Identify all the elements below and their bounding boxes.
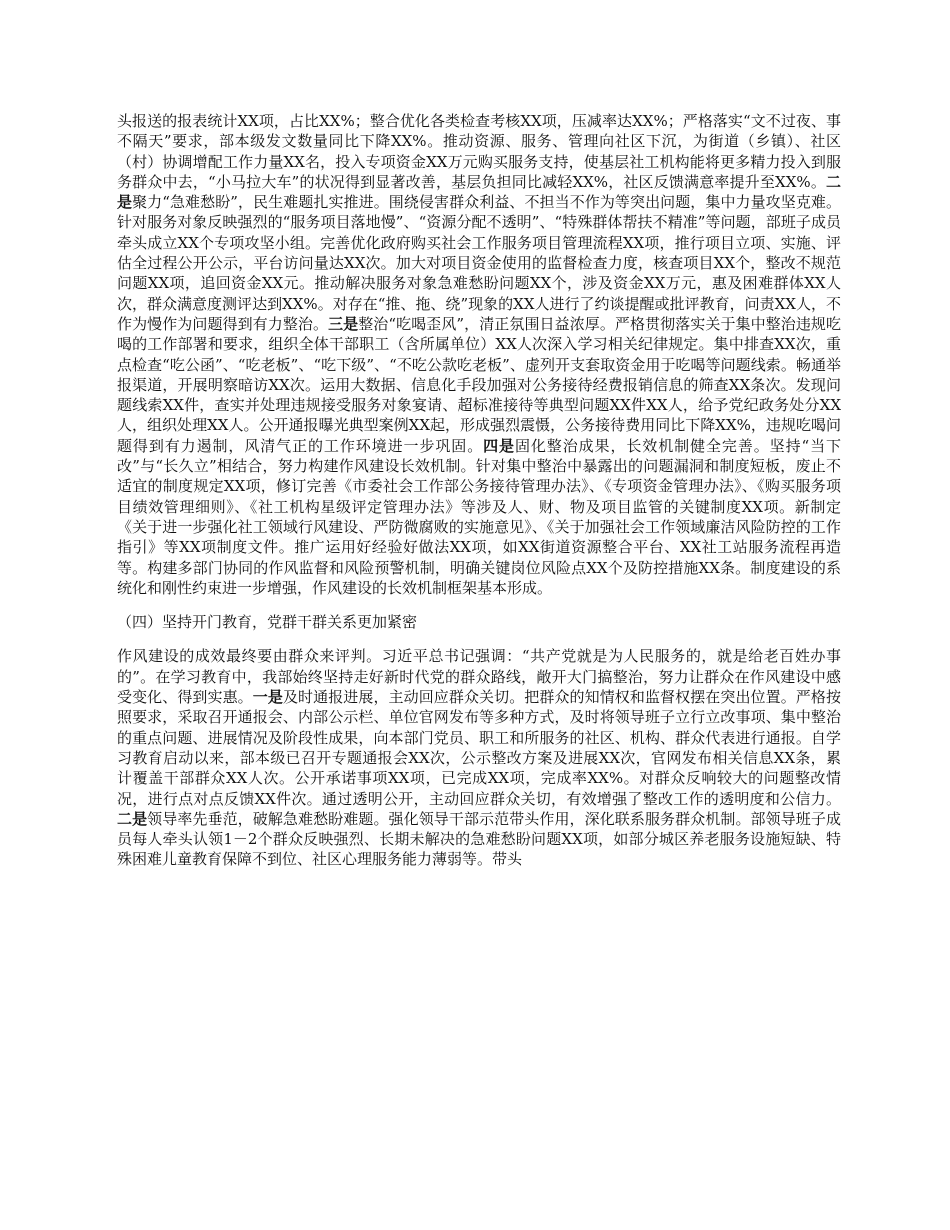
- bold-marker-er-shi: 二是: [117, 809, 148, 828]
- body-paragraph-2: [117, 646, 841, 869]
- bold-marker-er-shi: 二是: [117, 172, 841, 212]
- body-paragraph-1: [117, 111, 841, 598]
- paragraph-text: 固化整治成果，长效机制健全完善。坚持“当下改”与“长久立”相结合，努力构建作风建设长效机制。针对集中整治中暴露出的问题漏洞和制度短板，废止不适宜的制度规定XX项，修订完善《市委社会工作部公务接待管理办法》、《专项资金管理办法》、《购买服务项目绩效管理细则》、《社工机构星级评定管理办法》等涉及人、财、物及项目监管的关键制度XX项。新制定《关于进一步强化社工领域行风建设、严防微腐败的实施意见》、《关于加强社会工作领域廉洁风险防控的工作指引》等XX项制度文件。推广运用好经验好做法XX项，如XX街道资源整合平台、XX社工站服务流程再造等。构建多部门协同的作风监督和风险预警机制，明确关键岗位风险点XX个及防控措施XX条。制度建设的系统化和刚性约束进一步增强，作风建设的长效机制框架基本形成。: [117, 436, 841, 597]
- section-heading: （四）坚持开门教育，党群干群关系更加紧密: [117, 613, 418, 632]
- paragraph-text: 整治“吃喝歪风”，清正氛围日益浓厚。严格贯彻落实关于集中整治违规吃喝的工作部署和要求，组织全体干部职工（含所属单位）XX人次深入学习相关纪律规定。集中排查XX次，重点检查“吃公函”、“吃老板”、“吃下级”、“不吃公款吃老板”、虚列开支套取资金用于吃喝等问题线索。畅通举报渠道，开展明察暗访XX次。运用大数据、信息化手段加强对公务接待经费报销信息的筛查XX条次。发现问题线索XX件，查实并处理违规接受服务对象宴请、超标准接待等典型问题XX件XX人，给予党纪政务处分XX人，组织处理XX人。公开通报曝光典型案例XX起，形成强烈震慑，公务接待费用同比下降XX%，违规吃喝问题得到有力遏制，风清气正的工作环境进一步巩固。: [117, 314, 841, 455]
- bold-marker-si-shi: 四是: [483, 436, 515, 455]
- paragraph-text: 作风建设的成效最终要由群众来评判。习近平总书记强调：“共产党就是为人民服务的，就是给老百姓办事的”。在学习教育中，我部始终坚持走好新时代党的群众路线，敞开大门搞整治，努力让群众在作风建设中感受变化、得到实惠。: [117, 647, 841, 707]
- paragraph-text: 领导率先垂范，破解急难愁盼难题。强化领导干部示范带头作用，深化联系服务群众机制。部领导班子成员每人牵头认领1－2个群众反映强烈、长期未解决的急难愁盼问题XX项，如部分城区养老服务设施短缺、特殊困难儿童教育保障不到位、社区心理服务能力薄弱等。带头: [117, 809, 841, 869]
- paragraph-text: 头报送的报表统计XX项，占比XX%；整合优化各类检查考核XX项，压减率达XX%；严格落实“文不过夜、事不隔天”要求，部本级发文数量同比下降XX%。推动资源、服务、管理向社区下沉，为街道（乡镇）、社区（村）协调增配工作力量XX名，投入专项资金XX万元购买服务支持，使基层社工机构能将更多精力投入到服务群众中去，“小马拉大车”的状况得到显著改善，基层负担同比减轻XX%，社区反馈满意率提升至XX%。: [117, 112, 841, 191]
- paragraph-text: 及时通报进展，主动回应群众关切。把群众的知情权和监督权摆在突出位置。严格按照要求，采取召开通报会、内部公示栏、单位官网发布等多种方式，及时将领导班子立行立改事项、集中整治的重点问题、进展情况及阶段性成果，向本部门党员、职工和所服务的社区、机构、群众代表进行通报。自学习教育启动以来，部本级已召开专题通报会XX次，公示整改方案及进展XX次，官网发布相关信息XX条，累计覆盖干部群众XX人次。公开承诺事项XX项，已完成XX项，完成率XX%。对群众反响较大的问题整改情况，进行点对点反馈XX件次。通过透明公开，主动回应群众关切，有效增强了整改工作的透明度和公信力。: [117, 688, 841, 808]
- document-page: [117, 111, 841, 870]
- bold-marker-yi-shi: 一是: [252, 688, 283, 707]
- paragraph-text: 聚力“急难愁盼”，民生难题扎实推进。围绕侵害群众利益、不担当不作为等突出问题，集中力量攻坚克难。针对服务对象反映强烈的“服务项目落地慢”、“资源分配不透明”、“特殊群体帮扶不精准”等问题，部班子成员牵头成立XX个专项攻坚小组。完善优化政府购买社会工作服务项目管理流程XX项，推行项目立项、实施、评估全过程公开公示，平台访问量达XX次。加大对项目资金使用的监督检查力度，核查项目XX个，整改不规范问题XX项，追回资金XX元。推动解决服务对象急难愁盼问题XX个，涉及资金XX万元，惠及困难群体XX人次，群众满意度测评达到XX%。对存在“推、拖、绕”现象的XX人进行了约谈提醒或批评教育，问责XX人，不作为慢作为问题得到有力整治。: [117, 193, 841, 333]
- bold-marker-san-shi: 三是: [328, 314, 359, 333]
